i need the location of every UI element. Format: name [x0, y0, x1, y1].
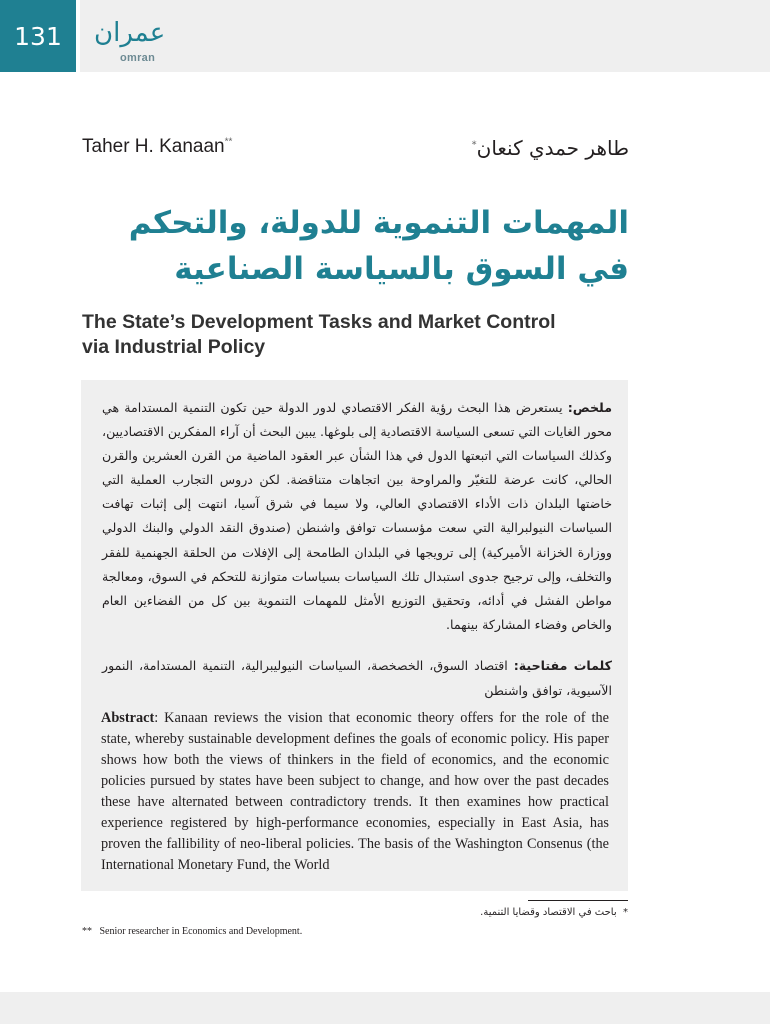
title-arabic — [69, 200, 629, 292]
title-arabic-line-2: في السوق بالسياسة الصناعية — [174, 251, 629, 287]
footnote-english-marker: ** — [82, 926, 92, 937]
author-arabic — [472, 136, 629, 160]
page-number: 131 — [0, 0, 76, 72]
title-english-line-2: via Industrial Policy — [82, 336, 266, 358]
abstract-arabic-label: ملخص: — [567, 400, 612, 415]
keywords-arabic-label: كلمات مفتاحية: — [513, 658, 612, 673]
footnote-arabic-marker: * — [623, 907, 628, 918]
abstract-english — [101, 708, 609, 876]
abstract-arabic-text: يستعرض هذا البحث رؤية الفكر الاقتصادي لدور الدولة حين تكون التنمية المستدامة هي محور الغايات التي تسعى السياسة الاقتصادية إلى بلوغها. يبين البحث أن آراء المفكرين الاقتصاديين، وكذلك السياسات التي اتبعتها الدول في هذا الشأن عبر العقود الماضية من القرن العشرين والقرن الحالي، كانت عرضة للتغيّر والمراوحة بين اتجاهات متناقضة. لكن دروس التجارب العملية التي خاضتها البلدان ذات الأداء الاقتصادي العالي، ولا سيما في شرق آسيا، انتهت إلى إثبات تهافت السياسات النيولبرالية التي سعت مؤسسات توافق واشنطن (صندوق النقد الدولي والبنك الدولي ووزارة الخزانة الأميركية) إلى ترويجها في البلدان الطامحة إلى الإفلات من الحلقة الجهنمية للفقر والتخلف، وإلى ترجيح جدوى استبدال تلك السياسات بسياسات متوازنة للتحكم في السوق، ومعالجة مواطن الفشل في أدائه، وتحقيق التوزيع الأمثل للمهمات التنموية بين كل من الفضاءين العام والخاص وفضاء المشاركة بينهما. — [102, 400, 612, 632]
abstract-english-label: Abstract — [101, 710, 155, 726]
footnote-arabic-text: باحث في الاقتصاد وقضايا التنمية. — [480, 907, 617, 918]
journal-logo — [92, 18, 182, 66]
footnote-divider — [528, 900, 628, 901]
abstract-english-text: : Kanaan reviews the vision that economic theory offers for the role of the state, whereby sustainable development defines the goals of economic policy. His paper shows how both the views of thinkers in the field of economics, and the economic policies pursued by states have been subject to change, and how over the past decades these have alternated between contradictory trends. It then examines how practical experience registered by high-performance economies, especially in East Asia, has proven the fallibility of neo-liberal policies. The basis of the Washington Consenus (the International Monetary Fund, the World — [101, 710, 609, 873]
logo-arabic-text: عمران — [94, 18, 166, 48]
author-english-marker: ** — [224, 136, 233, 148]
keywords-arabic — [102, 654, 612, 703]
author-english — [82, 136, 232, 158]
footnote-english-text: Senior researcher in Economics and Development. — [99, 926, 303, 937]
footnote-arabic — [480, 907, 628, 918]
logo-latin-text: omran — [120, 52, 156, 64]
title-english-line-1: The State’s Development Tasks and Market Control — [82, 311, 556, 333]
title-arabic-line-1: المهمات التنموية للدولة، والتحكم — [128, 205, 629, 241]
footer-band — [0, 992, 770, 1024]
author-english-name: Taher H. Kanaan — [82, 136, 225, 157]
abstract-arabic — [102, 396, 612, 637]
header-band — [80, 0, 770, 72]
title-english — [82, 310, 642, 360]
author-arabic-name: طاهر حمدي كنعان — [476, 136, 629, 160]
footnote-english — [82, 926, 302, 937]
author-arabic-marker: * — [471, 139, 477, 151]
keywords-arabic-text: اقتصاد السوق، الخصخصة، السياسات النيوليبرالية، التنمية المستدامة، النمور الآسيوية، توافق واشنطن — [102, 658, 612, 698]
